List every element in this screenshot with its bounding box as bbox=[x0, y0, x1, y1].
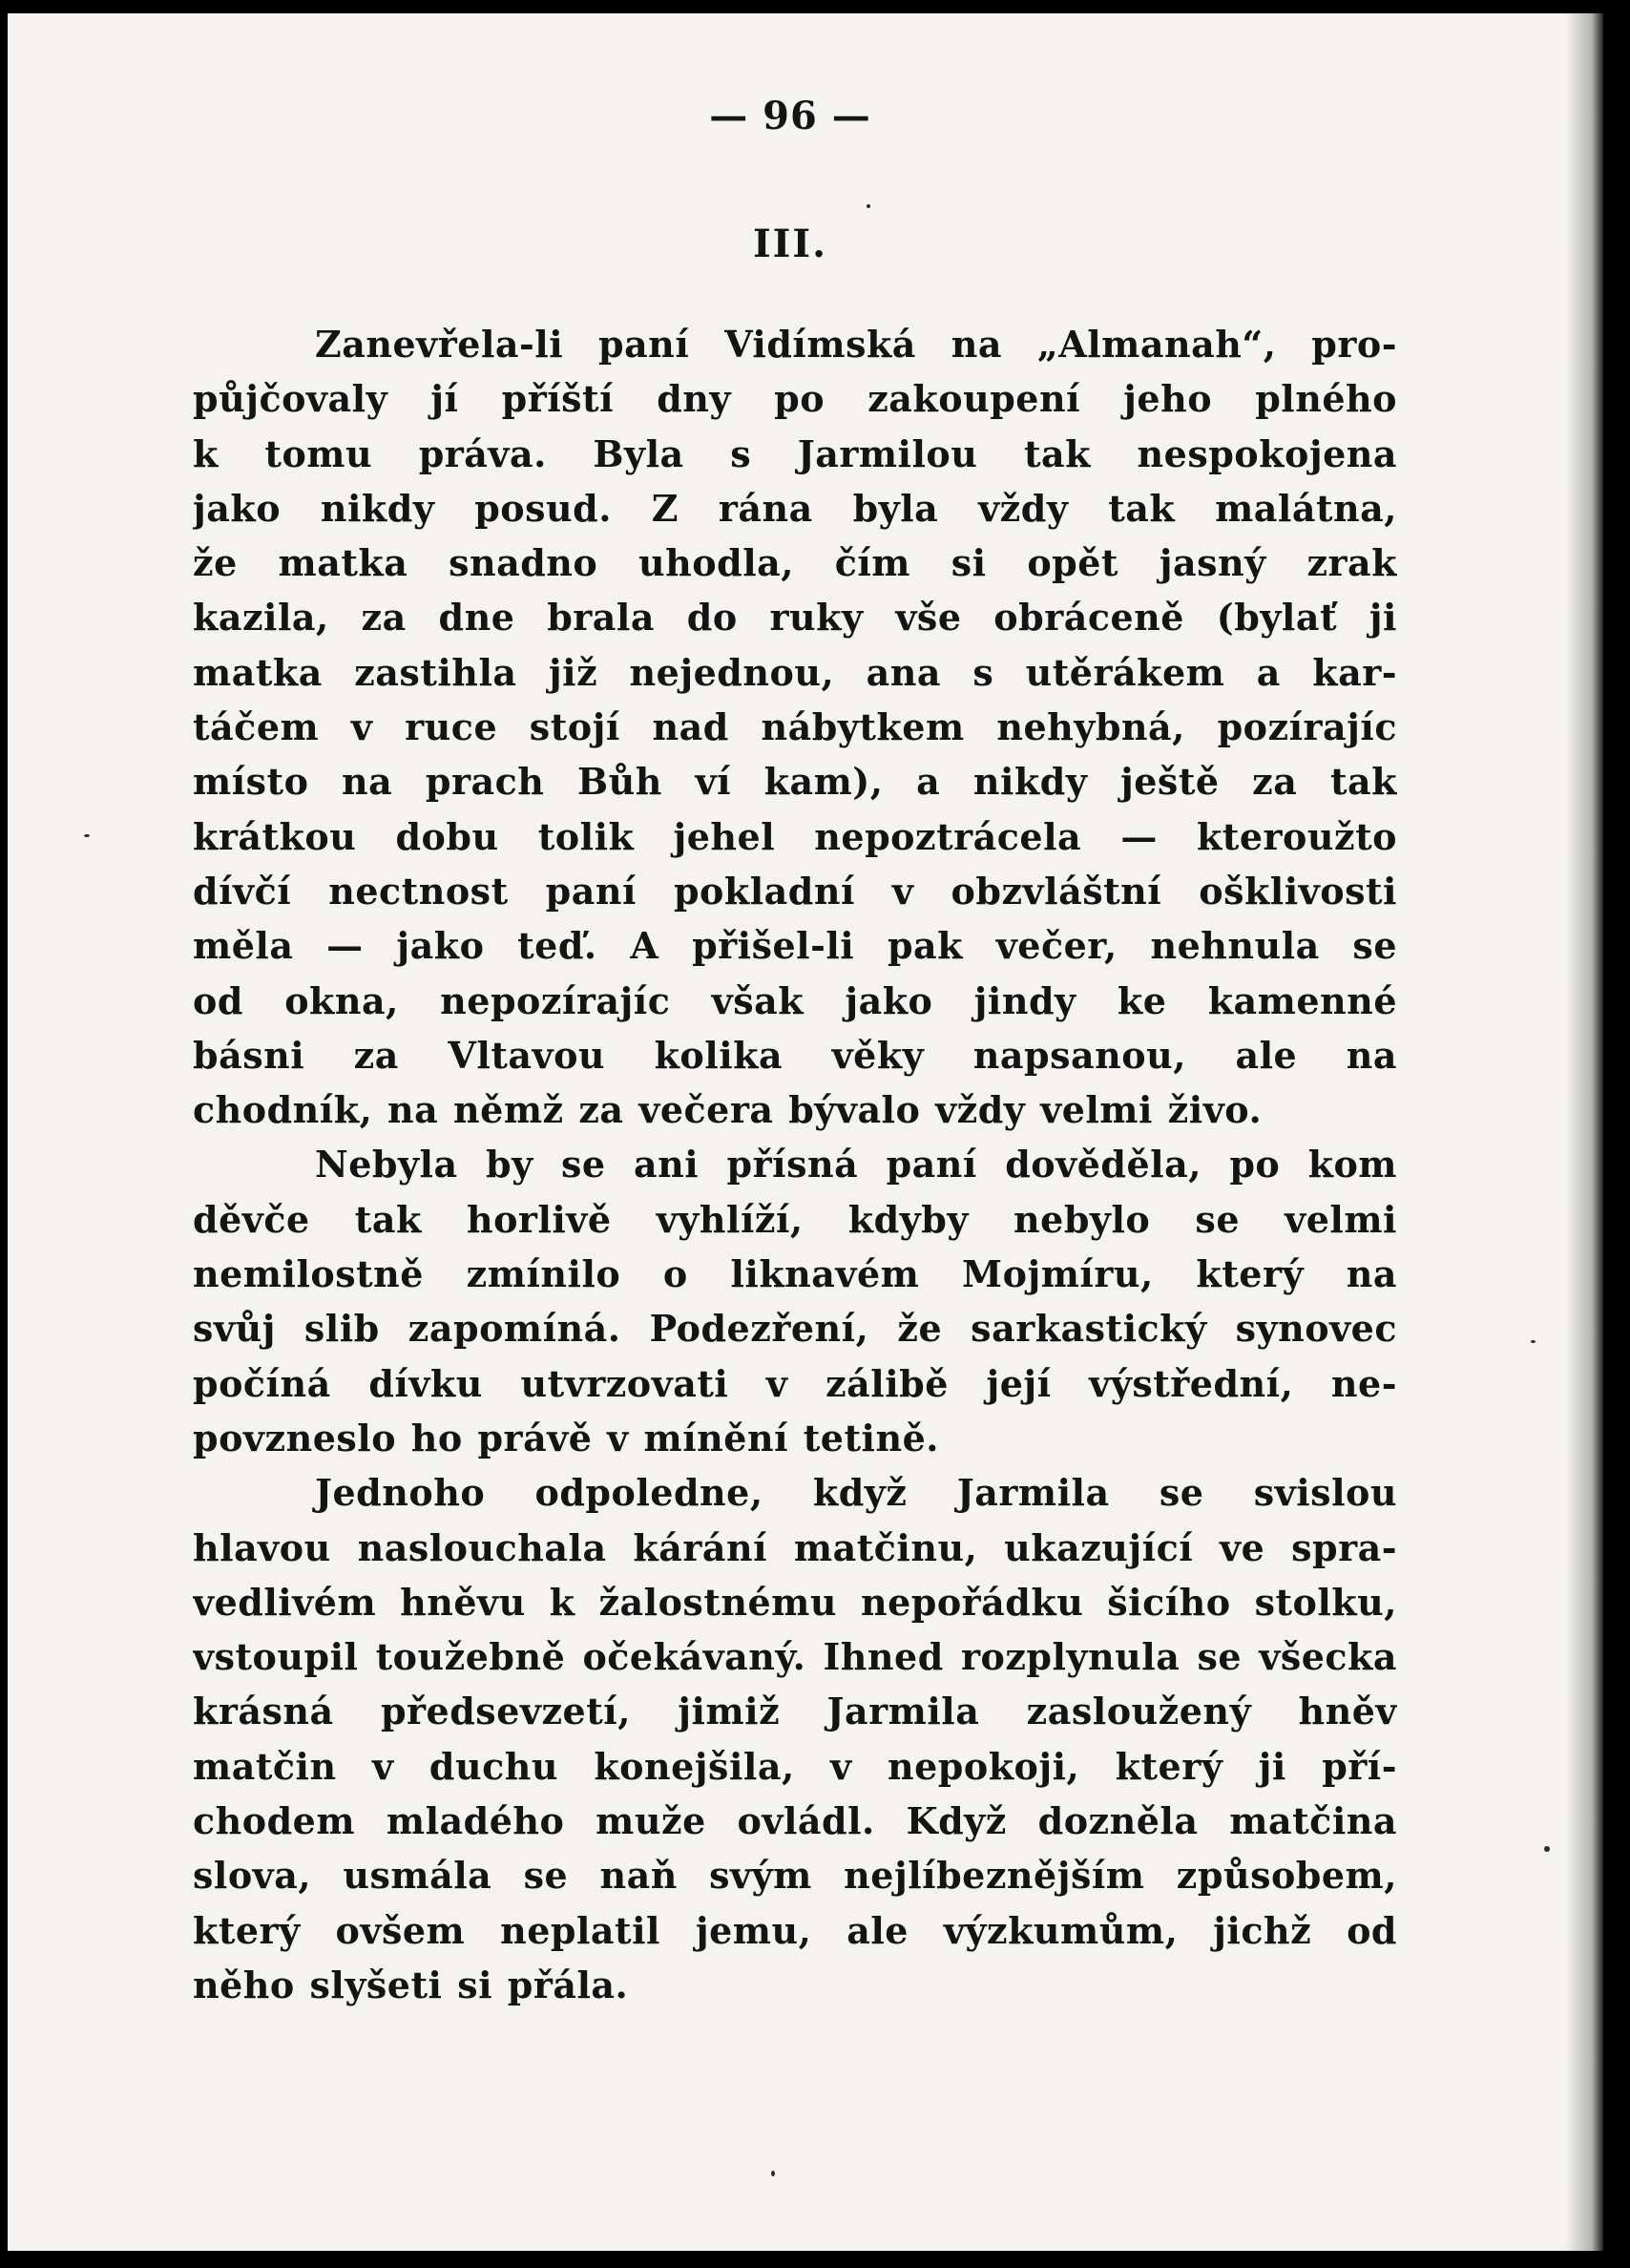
text-line: Nebyla by se ani přísná paní dověděla, po kom bbox=[315, 1143, 1397, 1186]
book-page bbox=[8, 13, 1603, 2251]
text-line: vstoupil toužebně očekávaný. Ihned rozplynula se všecka bbox=[193, 1635, 1397, 1679]
text-line: krásná předsevzetí, jimiž Jarmila zasloužený hněv bbox=[193, 1690, 1397, 1733]
text-line: něho slyšeti si přála. bbox=[193, 1963, 629, 2006]
text-line: chodem mladého muže ovládl. Když dozněla matčina bbox=[193, 1799, 1397, 1843]
chapter-title: III. bbox=[752, 221, 828, 266]
text-line: nemilostně zmínilo o liknavém Mojmíru, který na bbox=[193, 1252, 1397, 1296]
text-line: místo na prach Bůh ví kam), a nikdy ještě za tak bbox=[193, 760, 1397, 804]
text-line: krátkou dobu tolik jehel nepoztrácela — kteroužto bbox=[193, 814, 1397, 858]
text-line: který ovšem neplatil jemu, ale výzkumům, jichž od bbox=[193, 1908, 1397, 1952]
paper-speck bbox=[84, 834, 90, 837]
paper-speck bbox=[1544, 1846, 1550, 1852]
text-line: hlavou naslouchala kárání matčinu, ukazující ve spra- bbox=[193, 1525, 1397, 1569]
paper-speck bbox=[771, 2171, 775, 2176]
text-line: že matka snadno uhodla, čím si opět jasný zrak bbox=[193, 541, 1397, 585]
text-line: táčem v ruce stojí nad nábytkem nehybná, pozírajíc bbox=[193, 705, 1397, 749]
text-line: od okna, nepozírajíc však jako jindy ke kamenné bbox=[193, 978, 1397, 1022]
page-number: — 96 — bbox=[709, 94, 871, 138]
text-line: chodník, na němž za večera bývalo vždy velmi živo. bbox=[193, 1088, 1263, 1132]
paper-speck bbox=[1531, 1340, 1536, 1343]
text-line: kazila, za dne brala do ruky vše obráceně (bylať ji bbox=[193, 596, 1397, 640]
text-line: vedlivém hněvu k žalostnému nepořádku šicího stolku, bbox=[193, 1580, 1397, 1624]
text-line: matka zastihla již nejednou, ana s utěrákem a kar- bbox=[193, 650, 1397, 694]
text-line: k tomu práva. Byla s Jarmilou tak nespokojena bbox=[193, 431, 1397, 475]
text-line: dívčí nectnost paní pokladní v obzvláštní ošklivosti bbox=[193, 869, 1397, 913]
text-line: počíná dívku utvrzovati v zálibě její výstřední, ne- bbox=[193, 1361, 1397, 1405]
text-line: půjčovaly jí příští dny po zakoupení jeho plného bbox=[193, 377, 1397, 421]
text-line: jako nikdy posud. Z rána byla vždy tak malátna, bbox=[193, 486, 1397, 530]
page-edge-shadow bbox=[1565, 13, 1603, 2251]
text-line: básni za Vltavou kolika věky napsanou, ale na bbox=[193, 1033, 1397, 1077]
text-line: slova, usmála se naň svým nejlíbeznějším způsobem, bbox=[193, 1854, 1397, 1898]
paper-speck bbox=[867, 204, 870, 208]
text-line: povzneslo ho právě v mínění tetině. bbox=[193, 1416, 939, 1460]
text-line: děvče tak horlivě vyhlíží, kdyby nebylo se velmi bbox=[193, 1197, 1397, 1241]
text-line: Zanevřela-li paní Vidímská na „Almanah“, pro- bbox=[315, 323, 1397, 366]
text-line: matčin v duchu konejšila, v nepokoji, který ji pří- bbox=[193, 1744, 1397, 1788]
text-line: Jednoho odpoledne, když Jarmila se svislou bbox=[315, 1471, 1397, 1515]
text-line: měla — jako teď. A přišel-li pak večer, nehnula se bbox=[193, 924, 1397, 968]
body-text bbox=[193, 317, 1397, 2012]
text-line: svůj slib zapomíná. Podezření, že sarkastický synovec bbox=[193, 1307, 1397, 1351]
